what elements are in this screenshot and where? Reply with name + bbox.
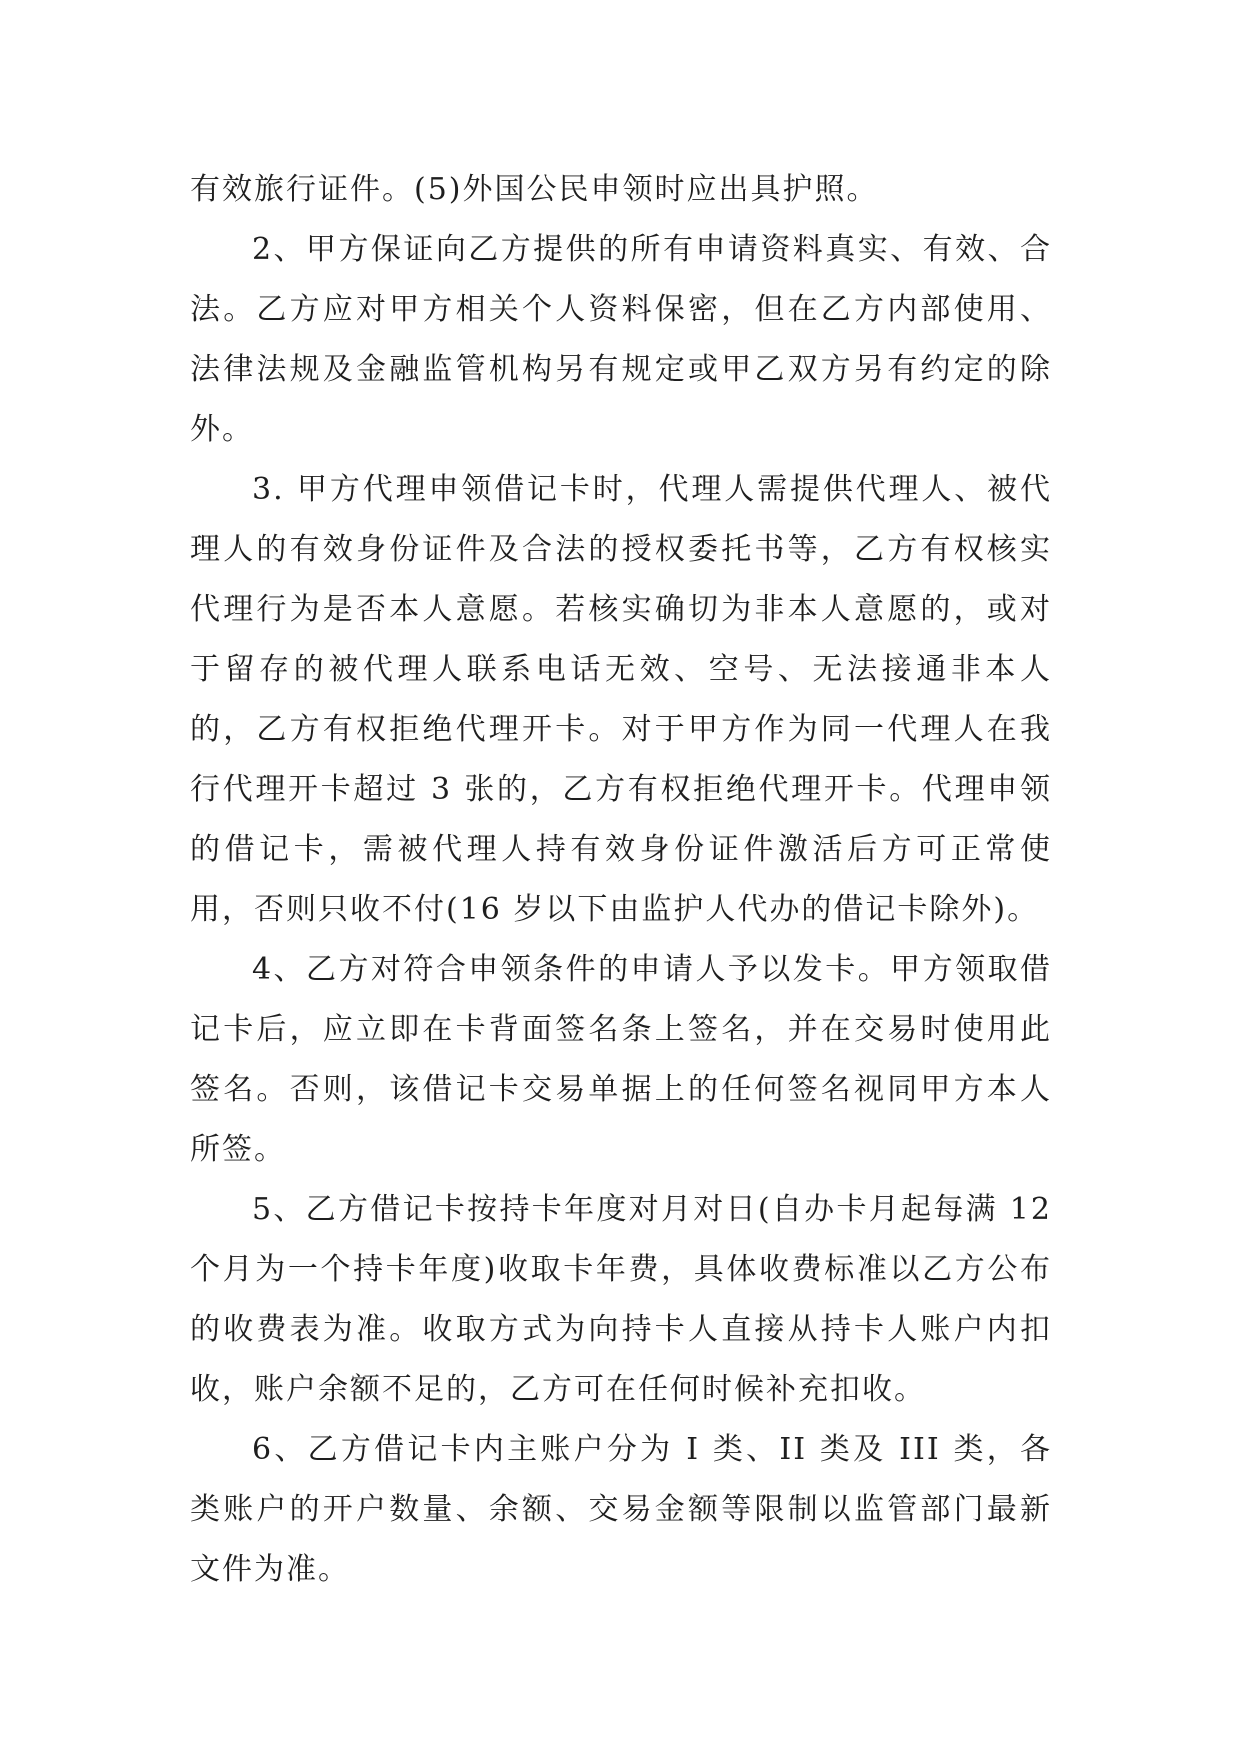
paragraph-clause-2: 2、甲方保证向乙方提供的所有申请资料真实、有效、合法。乙方应对甲方相关个人资料保密，但在乙方内部使用、法律法规及金融监管机构另有规定或甲乙双方另有约定的除外。 <box>190 232 1052 447</box>
paragraph-clause-5: 5、乙方借记卡按持卡年度对月对日(自办卡月起每满 12 个月为一个持卡年度)收取卡年费，具体收费标准以乙方公布的收费表为准。收取方式为向持卡人直接从持卡人账户内扣收，账户余额不足的，乙方可在任何时候补充扣收。 <box>190 1192 1052 1407</box>
paragraph-clause-6: 6、乙方借记卡内主账户分为 I 类、II 类及 III 类，各类账户的开户数量、余额、交易金额等限制以监管部门最新文件为准。 <box>190 1432 1052 1587</box>
document-page <box>190 160 1052 1600</box>
paragraph-continuation: 有效旅行证件。(5)外国公民申领时应出具护照。 <box>190 172 879 207</box>
paragraph-clause-3: 3. 甲方代理申领借记卡时，代理人需提供代理人、被代理人的有效身份证件及合法的授权委托书等，乙方有权核实代理行为是否本人意愿。若核实确切为非本人意愿的，或对于留存的被代理人联系电话无效、空号、无法接通非本人的，乙方有权拒绝代理开卡。对于甲方作为同一代理人在我行代理开卡超过 3 张的，乙方有权拒绝代理开卡。代理申领的借记卡，需被代理人持有效身份证件激活后方可正常使用，否则只收不付(16 岁以下由监护人代办的借记卡除外)。 <box>190 472 1052 927</box>
paragraph-clause-4: 4、乙方对符合申领条件的申请人予以发卡。甲方领取借记卡后，应立即在卡背面签名条上签名，并在交易时使用此签名。否则，该借记卡交易单据上的任何签名视同甲方本人所签。 <box>190 952 1052 1167</box>
